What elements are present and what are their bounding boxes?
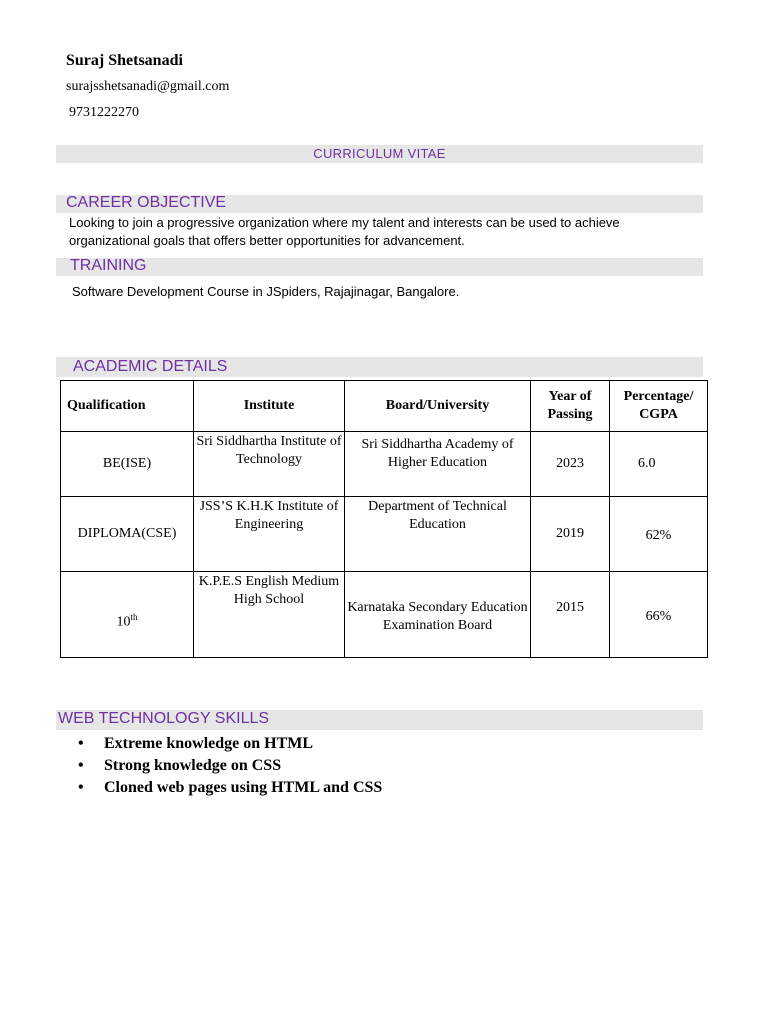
board-cell: Sri Siddhartha Academy of Higher Education bbox=[345, 432, 531, 497]
year-cell: 2015 bbox=[531, 572, 610, 658]
institute-cell: JSS’S K.H.K Institute of Engineering bbox=[194, 497, 345, 572]
skill-text: Strong knowledge on CSS bbox=[104, 757, 282, 774]
skill-text: Cloned web pages using HTML and CSS bbox=[104, 779, 383, 796]
career-objective-band bbox=[56, 195, 703, 213]
qualification-cell bbox=[61, 572, 194, 658]
score-cell: 66% bbox=[610, 572, 708, 658]
score-cell: 6.0 bbox=[610, 432, 708, 497]
skills-heading: WEB TECHNOLOGY SKILLS bbox=[58, 710, 270, 727]
career-objective-text: Looking to join a progressive organization where my talent and interests can be used to achieve organizational goals that offers better opportunities for advancement. bbox=[69, 215, 620, 248]
bullet-icon: • bbox=[78, 735, 84, 752]
institute-cell: K.P.E.S English Medium High School bbox=[194, 572, 345, 658]
academic-band bbox=[56, 357, 703, 377]
qualification-cell: DIPLOMA(CSE) bbox=[61, 497, 194, 572]
cv-title: CURRICULUM VITAE bbox=[313, 146, 446, 161]
academic-heading: ACADEMIC DETAILS bbox=[73, 358, 228, 375]
column-header: Qualification bbox=[61, 381, 194, 432]
score-cell: 62% bbox=[610, 497, 708, 572]
column-header: Percentage/ CGPA bbox=[610, 381, 708, 432]
candidate-name: Suraj Shetsanadi bbox=[66, 52, 183, 69]
list-item bbox=[78, 733, 382, 755]
table-row bbox=[61, 497, 708, 572]
year-cell: 2023 bbox=[531, 432, 610, 497]
column-header: Institute bbox=[194, 381, 345, 432]
qualification-cell: BE(ISE) bbox=[61, 432, 194, 497]
list-item bbox=[78, 777, 382, 799]
skills-list bbox=[78, 733, 382, 799]
table-row bbox=[61, 432, 708, 497]
career-objective-heading: CAREER OBJECTIVE bbox=[66, 194, 227, 211]
training-band bbox=[56, 258, 703, 276]
column-header: Year of Passing bbox=[531, 381, 610, 432]
board-cell: Department of Technical Education bbox=[345, 497, 531, 572]
bullet-icon: • bbox=[78, 779, 84, 796]
skills-band bbox=[56, 710, 703, 730]
qualification-superscript: th bbox=[130, 611, 138, 622]
training-text: Software Development Course in JSpiders, Rajajinagar, Bangalore. bbox=[72, 284, 460, 299]
skill-text: Extreme knowledge on HTML bbox=[104, 735, 314, 752]
column-header: Board/University bbox=[345, 381, 531, 432]
institute-cell: Sri Siddhartha Institute of Technology bbox=[194, 432, 345, 497]
board-cell: Karnataka Secondary Education Examination Board bbox=[345, 572, 531, 658]
cv-title-band bbox=[56, 145, 703, 163]
candidate-phone: 9731222270 bbox=[69, 105, 139, 120]
table-row bbox=[61, 572, 708, 658]
list-item bbox=[78, 755, 382, 777]
training-heading: TRAINING bbox=[70, 257, 147, 274]
academic-table-header bbox=[61, 381, 708, 432]
candidate-email: surajsshetsanadi@gmail.com bbox=[66, 79, 230, 94]
academic-table bbox=[60, 380, 708, 658]
qualification-value: 10 bbox=[116, 614, 131, 630]
year-cell: 2019 bbox=[531, 497, 610, 572]
bullet-icon: • bbox=[78, 757, 84, 774]
